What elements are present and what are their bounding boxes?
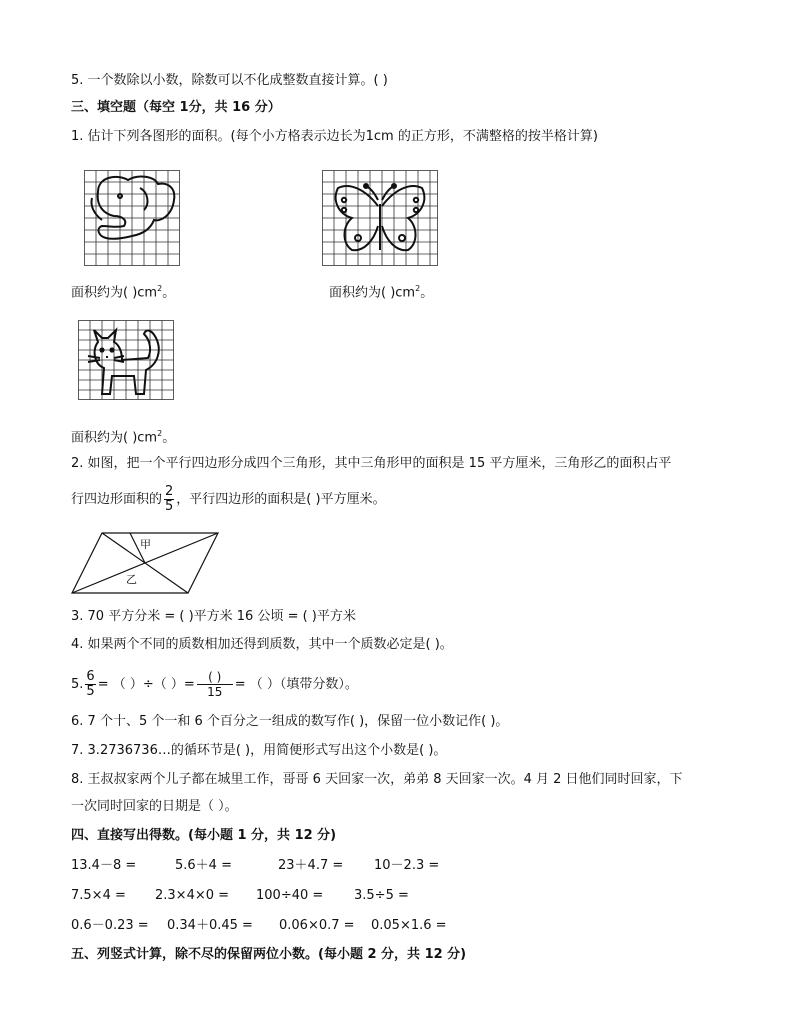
calc-item: 3.5÷5 = — [354, 888, 409, 903]
fraction-blank-15: $\frac{( )}{15}$ — [197, 670, 233, 699]
section-4-heading: 四、直接写出得数。(每小题 1 分，共 12 分) — [71, 828, 337, 843]
fraction-6-5: $\frac{6}{5}$ — [86, 669, 95, 699]
cat-grid-figure — [78, 320, 174, 400]
calc-row-2 — [71, 887, 409, 905]
section-3-heading: 三、填空题（每空 1分，共 16 分） — [71, 100, 281, 115]
area-answer-elephant: 面积约为( )$cm^2$。 — [71, 284, 176, 301]
elephant-grid-figure — [84, 170, 180, 266]
calc-item: 100÷40 = — [256, 888, 324, 903]
calc-row-1 — [71, 857, 439, 875]
section-5-heading: 五、列竖式计算，除不尽的保留两位小数。(每小题 2 分，共 12 分) — [71, 947, 467, 962]
calc-item: 7.5×4 = — [71, 888, 126, 903]
area-answer-butterfly: 面积约为( )$cm^2$。 — [329, 284, 434, 301]
butterfly-grid-figure — [322, 170, 438, 266]
question-2-5: 5. 一个数除以小数，除数可以不化成整数直接计算。( ) — [71, 73, 388, 88]
calc-item: 0.6－0.23 = — [71, 918, 149, 933]
calc-item: 2.3×4×0 = — [155, 888, 230, 903]
elephant-icon — [91, 177, 174, 239]
question-3-6: 6. 7 个十、5 个一和 6 个百分之一组成的数写作( )，保留一位小数记作( )。 — [71, 714, 509, 729]
calc-item: 0.34＋0.45 = — [167, 918, 253, 933]
question-3-8-line2: 一次同时回家的日期是（ ）。 — [71, 799, 238, 814]
label-yi: 乙 — [126, 573, 137, 586]
calc-row-3 — [71, 917, 447, 935]
area-answer-cat: 面积约为( )$cm^2$。 — [71, 429, 176, 446]
calc-item: 23＋4.7 = — [278, 858, 344, 873]
label-jia: 甲 — [140, 538, 151, 551]
question-3-7: 7. 3.2736736…的循环节是( )，用简便形式写出这个小数是( )。 — [71, 743, 447, 758]
question-3-2-line1: 2. 如图，把一个平行四边形分成四个三角形，其中三角形甲的面积是 15 平方厘米，三角形乙的面积占平 — [71, 456, 672, 471]
question-3-4: 4. 如果两个不同的质数相加还得到质数，其中一个质数必定是( )。 — [71, 637, 453, 652]
fraction-2-5: $\frac{2}{5}$ — [165, 484, 174, 514]
question-3-2-line2: 行四边形面积的 $\frac{2}{5}$ ，平行四边形的面积是( )平方厘米。 — [71, 484, 386, 514]
question-3-8-line1: 8. 王叔叔家两个儿子都在城里工作，哥哥 6 天回家一次，弟弟 8 天回家一次。4 月 2 日他们同时回家，下 — [71, 772, 683, 787]
parallelogram-figure — [70, 530, 220, 596]
calc-item: 10－2.3 = — [374, 858, 440, 873]
question-3-5: 5. $\frac{6}{5}$ = （ ）÷（ ）= $\frac{( )}{15}$ = （ ）（填带分数）。 — [71, 669, 358, 699]
question-3-1: 1. 估计下列各图形的面积。(每个小方格表示边长为1cm 的正方形，不满整格的按半格计算) — [71, 129, 598, 144]
calc-item: 0.05×1.6 = — [371, 918, 447, 933]
calc-item: 0.06×0.7 = — [279, 918, 355, 933]
calc-item: 13.4－8 = — [71, 858, 137, 873]
calc-item: 5.6＋4 = — [175, 858, 232, 873]
question-3-3: 3. 70 平方分米 = ( )平方米 16 公顷 = ( )平方米 — [71, 609, 356, 624]
